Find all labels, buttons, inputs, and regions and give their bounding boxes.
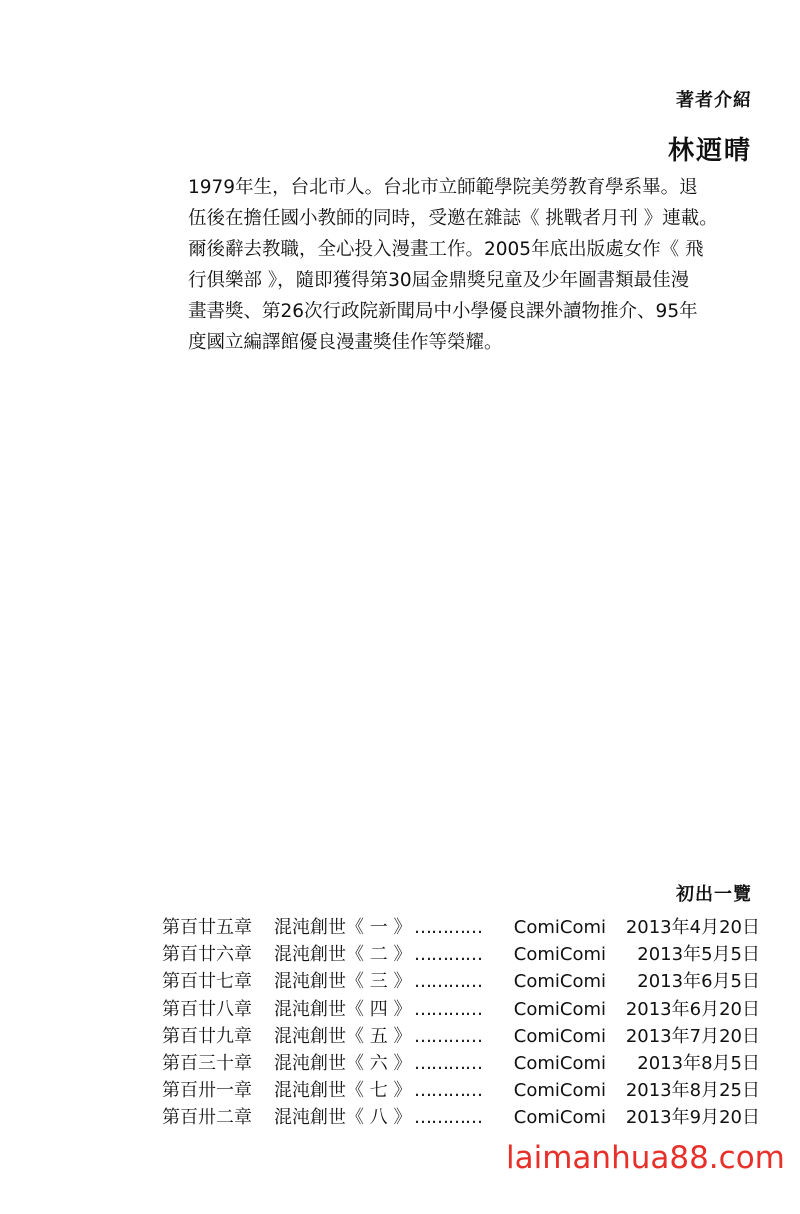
entry-leader-dots: ………… xyxy=(414,1052,482,1074)
publication-entry xyxy=(162,1022,760,1049)
watermark-text: laimanhua88.com xyxy=(506,1140,785,1176)
bio-line: 度國立編譯館優良漫畫獎佳作等榮耀。 xyxy=(188,332,503,353)
entry-title: 混沌創世《 七 》 xyxy=(274,1080,412,1102)
entry-magazine: ComiComi xyxy=(513,1080,606,1102)
bio-line: 伍後在擔任國小教師的同時，受邀在雜誌《 挑戰者月刊 》連載。 xyxy=(188,208,718,229)
publication-entry xyxy=(162,940,760,967)
entry-title: 混沌創世《 六 》 xyxy=(274,1052,412,1074)
bio-line: 1979年生，台北市人。台北市立師範學院美勞教育學系畢。退 xyxy=(188,177,698,198)
entry-leader-dots: ………… xyxy=(414,971,482,993)
entry-leader-dots: ………… xyxy=(414,944,482,966)
entry-magazine: ComiComi xyxy=(513,1025,606,1047)
entry-chapter: 第百三十章 xyxy=(162,1052,252,1074)
entry-chapter: 第百廿七章 xyxy=(162,971,252,993)
bio-line: 畫書獎、第26次行政院新聞局中小學優良課外讀物推介、95年 xyxy=(188,301,698,322)
entry-chapter: 第百卅二章 xyxy=(162,1107,252,1129)
entry-title: 混沌創世《 二 》 xyxy=(274,944,412,966)
entry-chapter: 第百廿五章 xyxy=(162,917,252,938)
entry-magazine: ComiComi xyxy=(513,944,606,966)
entry-date: 2013年4月20日 xyxy=(625,917,760,938)
entry-date: 2013年5月5日 xyxy=(637,944,760,966)
entry-leader-dots: ………… xyxy=(414,1080,482,1102)
entry-leader-dots: ………… xyxy=(414,1025,482,1047)
entry-date: 2013年6月20日 xyxy=(625,998,760,1020)
publication-section-heading: 初出一覽 xyxy=(676,884,752,905)
entry-date: 2013年9月20日 xyxy=(625,1107,760,1129)
entry-leader-dots: ………… xyxy=(414,1107,482,1129)
entry-title: 混沌創世《 五 》 xyxy=(274,1025,412,1047)
author-bio xyxy=(188,172,760,358)
author-name: 林迺晴 xyxy=(667,136,752,166)
entry-title: 混沌創世《 八 》 xyxy=(274,1107,412,1129)
entry-magazine: ComiComi xyxy=(513,998,606,1020)
publication-entry xyxy=(162,1103,760,1130)
entry-leader-dots: ………… xyxy=(414,917,482,938)
bio-line: 行俱樂部 》，隨即獲得第30屆金鼎獎兒童及少年圖書類最佳漫 xyxy=(188,270,690,291)
publication-entry xyxy=(162,913,760,940)
entry-chapter: 第百廿九章 xyxy=(162,1025,252,1047)
author-section-heading: 著者介紹 xyxy=(676,90,752,111)
entry-magazine: ComiComi xyxy=(513,1052,606,1074)
entry-magazine: ComiComi xyxy=(513,1107,606,1129)
entry-magazine: ComiComi xyxy=(513,917,606,938)
entry-chapter: 第百廿六章 xyxy=(162,944,252,966)
publication-list xyxy=(162,913,760,1131)
entry-magazine: ComiComi xyxy=(513,971,606,993)
entry-chapter: 第百卅一章 xyxy=(162,1080,252,1102)
entry-title: 混沌創世《 一 》 xyxy=(274,917,412,938)
entry-date: 2013年8月25日 xyxy=(625,1080,760,1102)
entry-date: 2013年6月5日 xyxy=(637,971,760,993)
entry-date: 2013年7月20日 xyxy=(625,1025,760,1047)
entry-title: 混沌創世《 四 》 xyxy=(274,998,412,1020)
publication-entry xyxy=(162,1076,760,1103)
bio-line: 爾後辭去教職，全心投入漫畫工作。2005年底出版處女作《 飛 xyxy=(188,239,704,260)
entry-date: 2013年8月5日 xyxy=(637,1052,760,1074)
entry-title: 混沌創世《 三 》 xyxy=(274,971,412,993)
entry-leader-dots: ………… xyxy=(414,998,482,1020)
entry-chapter: 第百廿八章 xyxy=(162,998,252,1020)
publication-entry xyxy=(162,1049,760,1076)
publication-entry xyxy=(162,995,760,1022)
publication-entry xyxy=(162,967,760,994)
